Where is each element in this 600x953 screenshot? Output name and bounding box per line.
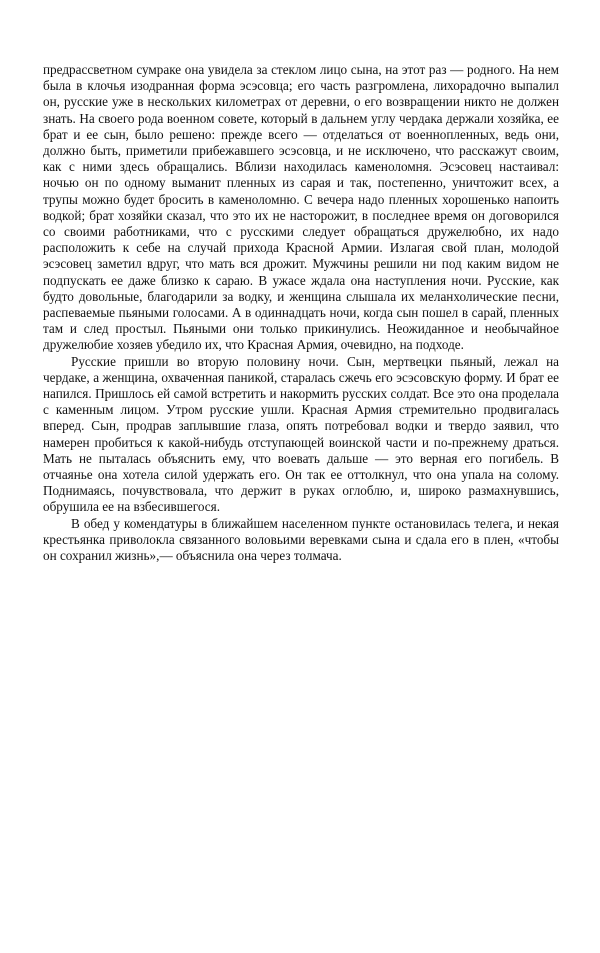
paragraph-1: предрассветном сумраке она увидела за стеклом лицо сына, на этот раз — родного. На нем была в клочья изодранная форма эсэсовца; его часть разгромлена, лихорадочно выпалил он, русские уже в нескольких километрах от деревни, о его возвращении никто не должен знать. На своего рода военном совете, который в дальнем углу чердака держали хозяйка, ее брат и ее сын, было решено: прежде всего — отделаться от военнопленных, ведь они, должно быть, приметили прибежавшего эсэсовца, и не исключено, что расскажут своим, как с ними здесь обращались. Вблизи находилась каменоломня. Эсэсовец настаивал: ночью он по одному выманит пленных из сарая и так, постепенно, уничтожит всех, а трупы можно будет бросить в каменоломню. С вечера надо пленных хорошенько напоить водкой; брат хозяйки сказал, что это их не насторожит, в последнее время он договорился со своими работниками, что с русскими следует обращаться дружелюбно, их надо расположить к себе на случай прихода Красной Армии. Излагая свой план, молодой эсэсовец заметил вдруг, что мать вся дрожит. Мужчины решили ни под каким видом не подпускать ее даже близко к сараю. В ужасе ждала она наступления ночи. Русские, как будто довольные, благодарили за водку, и женщина слышала их меланхолические песни, распеваемые пьяными голосами. А в одиннадцать ночи, когда сын пошел в сарай, пленных там и след простыл. Пьяными они только прикинулись. Неожиданное и необычайное дружелюбие хозяев убедило их, что Красная Армия, очевидно, на подходе.	[43, 62, 559, 353]
paragraph-3: В обед у комендатуры в ближайшем населенном пункте остановилась телега, и некая крестьянка приволокла связанного воловьими веревками сына и сдала его в плен, «чтобы он сохранил жизнь»,— объяснила она через толмача.	[43, 515, 559, 564]
body-text	[43, 62, 559, 564]
paragraph-2: Русские пришли во вторую половину ночи. Сын, мертвецки пьяный, лежал на чердаке, а женщина, охваченная паникой, старалась сжечь его эсэсовскую форму. И брат ее напился. Пришлось ей самой встретить и накормить русских солдат. Все это она проделала с каменным лицом. Утром русские ушли. Красная Армия стремительно продвигалась вперед. Сын, продрав заплывшие глаза, опять потребовал водки и твердо заявил, что намерен пробиться к какой-нибудь отступающей воинской части и по-прежнему драться. Мать не пыталась объяснить ему, что воевать дальше — это верная его погибель. В отчаянье она хотела силой удержать его. Он так ее оттолкнул, что она упала на солому. Поднимаясь, почувствовала, что держит в руках оглоблю, и, широко размахнувшись, обрушила ее на взбесившегося.	[43, 353, 559, 515]
